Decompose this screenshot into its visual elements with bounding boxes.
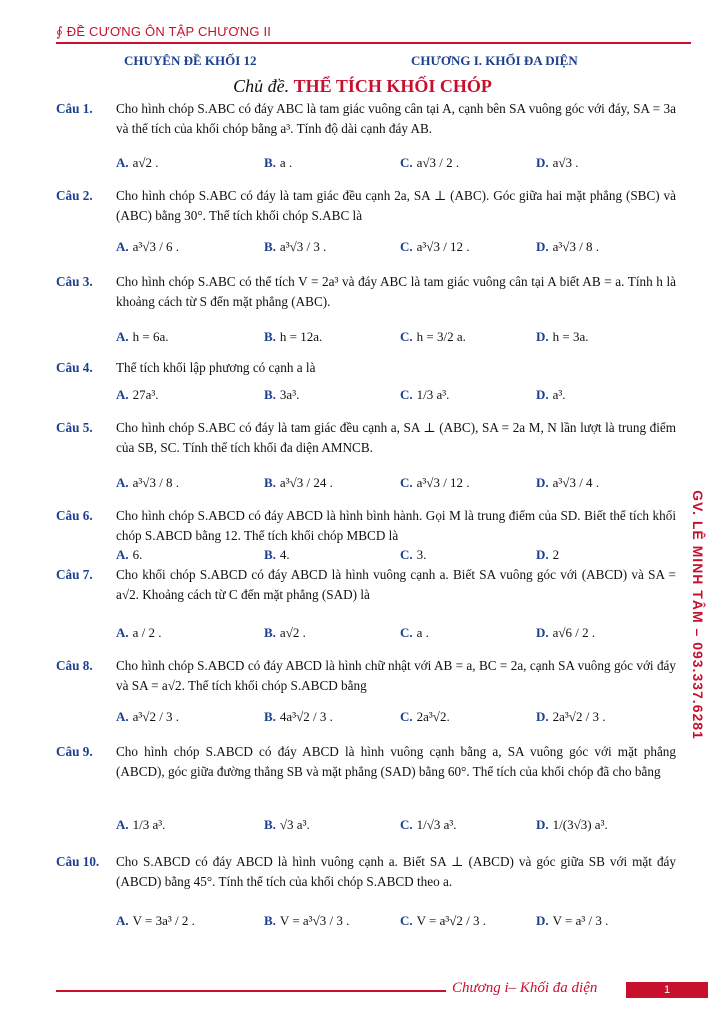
answer-option[interactable] [536,238,599,256]
question-text: Cho hình chóp S.ABC có đáy là tam giác đều cạnh a, SA ⊥ (ABC), SA = 2a M, N lần lượt là trung điểm của SB, SC. Tính thể tích khối đa diện AMNCB. [116,420,676,455]
question-9 [56,742,676,782]
answer-option[interactable] [536,386,566,404]
answer-value: a / 2 . [132,625,162,640]
author-contact: GV. LÊ MINH TÂM – 093.337.6281 [690,490,707,740]
answer-label: A. [116,547,129,562]
page-header: ∮ ĐỀ CƯƠNG ÔN TẬP CHƯƠNG II [56,24,272,39]
answer-option[interactable] [116,912,195,930]
question-number: Câu 4. [56,360,93,375]
answer-label: A. [116,709,129,724]
subheader-right: CHƯƠNG I. KHỐI ĐA DIỆN [411,53,578,68]
question-3 [56,272,676,312]
answer-value: V = 3a³ / 2 . [132,913,195,928]
answer-label: C. [400,239,413,254]
answer-value: h = 3/2 a. [416,329,466,344]
question-text: Cho hình chóp S.ABC có đáy là tam giác đều cạnh 2a, SA ⊥ (ABC). Góc giữa hai mặt phẳng (SBC) và (ABC) bằng 30°. Thể tích khối chóp S.ABC là [116,188,676,223]
answer-value: a³√3 / 6 . [132,239,180,254]
answer-label: A. [116,387,129,402]
footer-divider [56,990,446,992]
title-main: THỂ TÍCH KHỐI CHÓP [293,76,492,96]
question-number: Câu 5. [56,420,93,435]
question-4 [56,358,676,378]
answer-option[interactable] [536,328,589,346]
answer-option[interactable] [116,328,169,346]
answer-value: 2a³√2 / 3 . [552,709,606,724]
answer-label: C. [400,155,413,170]
answer-label: D. [536,913,549,928]
question-2 [56,186,676,226]
question-number: Câu 9. [56,744,93,759]
question-text: Thể tích khối lập phương có cạnh a là [116,360,316,375]
answer-value: 1/√3 a³. [416,817,457,832]
answer-label: A. [116,239,129,254]
answer-option[interactable] [400,624,429,642]
answer-label: A. [116,475,129,490]
answer-option[interactable] [536,912,608,930]
answer-option[interactable] [400,474,470,492]
answer-option[interactable] [116,386,159,404]
answer-label: B. [264,625,276,640]
answer-option[interactable] [400,546,426,564]
answer-value: 2a³√2. [416,709,450,724]
answer-option[interactable] [264,708,333,726]
answer-label: B. [264,709,276,724]
answer-value: a³√3 / 12 . [416,239,470,254]
answer-option[interactable] [116,238,179,256]
answer-option[interactable] [400,154,459,172]
answer-option[interactable] [264,816,310,834]
answer-label: D. [536,239,549,254]
answer-option[interactable] [536,624,595,642]
answer-label: D. [536,817,549,832]
answer-option[interactable] [264,386,299,404]
answer-value: h = 6a. [132,329,169,344]
answer-label: D. [536,709,549,724]
answer-value: a√2 . [279,625,306,640]
answer-option[interactable] [536,816,608,834]
answer-option[interactable] [116,474,179,492]
answer-option[interactable] [536,474,599,492]
answer-option[interactable] [536,546,559,564]
answer-label: A. [116,625,129,640]
answer-option[interactable] [264,328,322,346]
answer-value: 3. [416,547,427,562]
answer-label: C. [400,913,413,928]
question-text: Cho hình chóp S.ABC có đáy ABC là tam giác vuông cân tại A, cạnh bên SA vuông góc với đáy, SA = 3a và thể tích của khối chóp bằng a³. Tính độ dài cạnh đáy AB. [116,101,676,136]
title-prefix: Chủ đề. [233,76,290,96]
answer-value: h = 12a. [279,329,323,344]
answer-label: B. [264,913,276,928]
page-title [0,76,725,97]
question-text: Cho S.ABCD có đáy ABCD là hình vuông cạnh a. Biết SA ⊥ (ABCD) và góc giữa SB với mặt đáy (ABCD) bằng 45°. Tính thể tích của khối chóp S.ABCD theo a. [116,854,676,889]
answer-value: a³√3 / 24 . [279,475,333,490]
answer-option[interactable] [536,708,606,726]
answer-label: D. [536,155,549,170]
question-number: Câu 8. [56,658,93,673]
question-number: Câu 3. [56,274,93,289]
question-text: Cho hình chóp S.ABC có thể tích V = 2a³ và đáy ABC là tam giác vuông cân tại A biết AB = a. Tính h là khoảng cách từ S đến mặt phẳng (ABC). [116,274,676,309]
answer-value: a³√3 / 8 . [552,239,600,254]
answer-label: B. [264,817,276,832]
answer-value: 1/3 a³. [132,817,166,832]
answer-value: a³√3 / 8 . [132,475,180,490]
answer-value: a√2 . [132,155,159,170]
answer-label: B. [264,329,276,344]
author-sidebar [678,480,718,750]
answer-value: 3a³. [279,387,300,402]
answer-value: 2 [552,547,560,562]
answer-option[interactable] [400,238,470,256]
answer-label: C. [400,817,413,832]
answer-option[interactable] [264,546,290,564]
answer-value: 27a³. [132,387,159,402]
answer-value: √3 a³. [279,817,310,832]
answer-label: B. [264,547,276,562]
question-text: Cho khối chóp S.ABCD có đáy ABCD là hình vuông cạnh a. Biết SA vuông góc với (ABCD) và SA = a√2. Khoảng cách từ C đến mặt phẳng (SAD) là [116,567,676,602]
question-text: Cho hình chóp S.ABCD có đáy ABCD là hình chữ nhật với AB = a, BC = 2a, cạnh SA vuông góc với đáy và SA = a√2. Thể tích khối chóp S.ABCD bằng [116,658,676,693]
answer-label: B. [264,155,276,170]
answer-option[interactable] [400,328,466,346]
answer-value: a . [279,155,293,170]
answer-option[interactable] [264,474,333,492]
answer-label: C. [400,709,413,724]
answer-value: a³√3 / 12 . [416,475,470,490]
header-divider [56,42,691,44]
answer-value: a³. [552,387,566,402]
page-number: 1 [626,982,708,998]
question-7 [56,565,676,605]
answer-label: D. [536,329,549,344]
answer-label: A. [116,155,129,170]
answer-option[interactable] [264,624,306,642]
answer-label: A. [116,817,129,832]
answer-label: A. [116,913,129,928]
answer-label: C. [400,475,413,490]
question-6 [56,506,676,546]
answer-label: C. [400,387,413,402]
answer-option[interactable] [264,238,326,256]
answer-option[interactable] [116,816,165,834]
answer-value: 1/(3√3) a³. [552,817,608,832]
answer-label: C. [400,625,413,640]
question-10 [56,852,676,892]
answer-option[interactable] [400,912,486,930]
answer-label: D. [536,387,549,402]
answer-value: V = a³√3 / 3 . [279,913,350,928]
question-5 [56,418,676,458]
answer-value: a³√3 / 4 . [552,475,600,490]
answer-value: a√3 / 2 . [416,155,460,170]
answer-label: A. [116,329,129,344]
answer-label: C. [400,329,413,344]
question-number: Câu 6. [56,508,93,523]
question-number: Câu 1. [56,101,93,116]
answer-value: 4a³√2 / 3 . [279,709,333,724]
answer-option[interactable] [264,154,292,172]
answer-option[interactable] [264,912,349,930]
answer-option[interactable] [116,154,159,172]
answer-value: a³√2 / 3 . [132,709,180,724]
answer-value: a . [416,625,429,640]
answer-label: D. [536,475,549,490]
question-1 [56,99,676,139]
subheader-left: CHUYÊN ĐỀ KHỐI 12 [124,53,257,68]
answer-option[interactable] [116,708,179,726]
answer-option[interactable] [400,816,457,834]
answer-option[interactable] [400,386,449,404]
answer-value: a√3 . [552,155,579,170]
answer-value: a³√3 / 3 . [279,239,327,254]
answer-value: V = a³√2 / 3 . [416,913,487,928]
answer-label: D. [536,625,549,640]
question-8 [56,656,676,696]
answer-label: B. [264,475,276,490]
question-number: Câu 10. [56,854,100,869]
answer-value: 6. [132,547,143,562]
question-text: Cho hình chóp S.ABCD có đáy ABCD là hình bình hành. Gọi M là trung điểm của SD. Biết thể tích khối chóp S.ABCD bằng 12. Thể tích khối chóp MBCD là [116,508,676,543]
answer-label: B. [264,387,276,402]
answer-value: a√6 / 2 . [552,625,596,640]
answer-label: C. [400,547,413,562]
question-number: Câu 7. [56,567,93,582]
footer-chapter: Chương i– Khối đa diện [452,980,598,996]
answer-option[interactable] [400,708,450,726]
answer-label: D. [536,547,549,562]
question-number: Câu 2. [56,188,93,203]
answer-option[interactable] [536,154,579,172]
answer-option[interactable] [116,624,162,642]
answer-value: 1/3 a³. [416,387,450,402]
answer-value: h = 3a. [552,329,589,344]
answer-option[interactable] [116,546,142,564]
question-text: Cho hình chóp S.ABCD có đáy ABCD là hình vuông cạnh bằng a, SA vuông góc với mặt phẳng (ABCD), góc giữa đường thẳng SB và mặt phẳng (SAD) bằng 60°. Thể tích của khối chóp đã cho bằng [116,744,676,779]
answer-label: B. [264,239,276,254]
answer-value: 4. [279,547,290,562]
answer-value: V = a³ / 3 . [552,913,609,928]
